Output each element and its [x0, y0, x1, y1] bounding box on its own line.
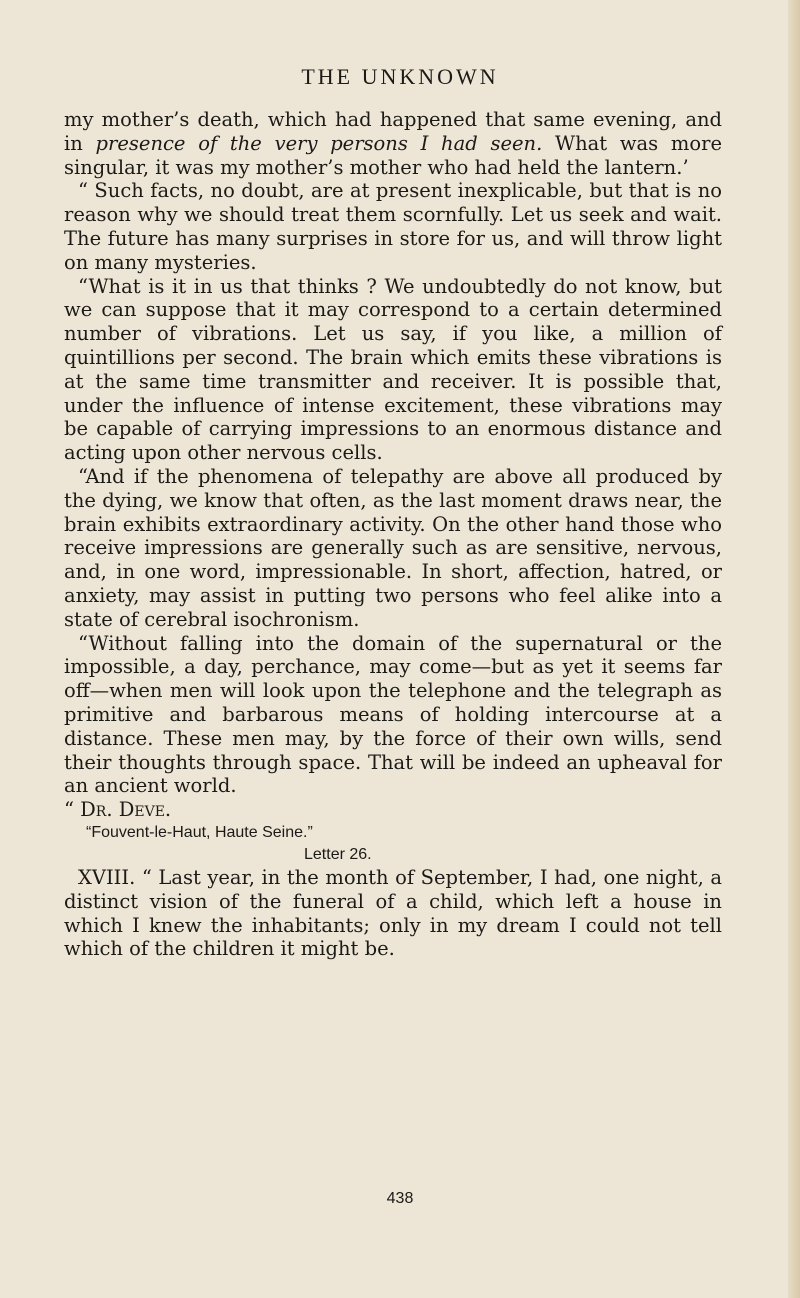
place-line: “Fouvent-le-Haut, Haute Seine.”: [86, 823, 313, 841]
body-text: [64, 108, 722, 961]
letter-number: Letter 26.: [304, 845, 372, 863]
paragraph-2: “ Such facts, no doubt, are at present inexplicable, but that is no reason why we should treat them scornfully. Let us seek and wait. The future has many surprises in store for us, and will throw light on many mysteries.: [64, 179, 722, 274]
paragraph-5: “Without falling into the domain of the supernatural or the impossible, a day, perchance, may come—but as yet it seems far off—when men will look upon the telephone and the telegraph as primitive and barbarous means of holding intercourse at a distance. These men may, by the force of their own wills, send their thoughts through space. That will be indeed an upheaval for an ancient world.: [64, 631, 722, 798]
paragraph-1-end: What was more singular, it was my mother’s mother who had held the lantern.’: [64, 131, 722, 179]
page-edge: [788, 0, 800, 1298]
paragraph-6: XVIII. “ Last year, in the month of September, I had, one night, a distinct vision of the funeral of a child, which left a house in which I knew the inhabitants; only in my dream I could not tell which of the children it might be.: [64, 865, 722, 961]
running-title: THE UNKNOWN: [301, 64, 499, 89]
page-number: 438: [386, 1190, 414, 1207]
paragraph-1-italic: presence of the very persons I had seen.: [95, 131, 543, 155]
signature: “ Dr. Deve.: [64, 798, 172, 822]
paragraph-1: [64, 108, 722, 179]
paragraph-1-start: my mother’s death, which had happened that same evening, and in: [64, 108, 722, 155]
paragraph-4: “And if the phenomena of telepathy are above all produced by the dying, we know that often, as the last moment draws near, the brain exhibits extraordinary activity. On the other hand those who receive impressions are generally such as are sensitive, nervous, and, in one word, impressionable. In short, affection, hatred, or anxiety, may assist in putting two persons who feel alike into a state of cerebral isochronism.: [64, 464, 722, 631]
paragraph-3: “What is it in us that thinks ? We undoubtedly do not know, but we can suppose that it may correspond to a certain determined number of vibrations. Let us say, if you like, a million of quintillions per second. The brain which emits these vibrations is at the same time transmitter and receiver. It is possible that, under the influence of intense excitement, these vibrations may be capable of carrying impressions to an enormous distance and acting upon other nervous cells.: [64, 274, 722, 465]
